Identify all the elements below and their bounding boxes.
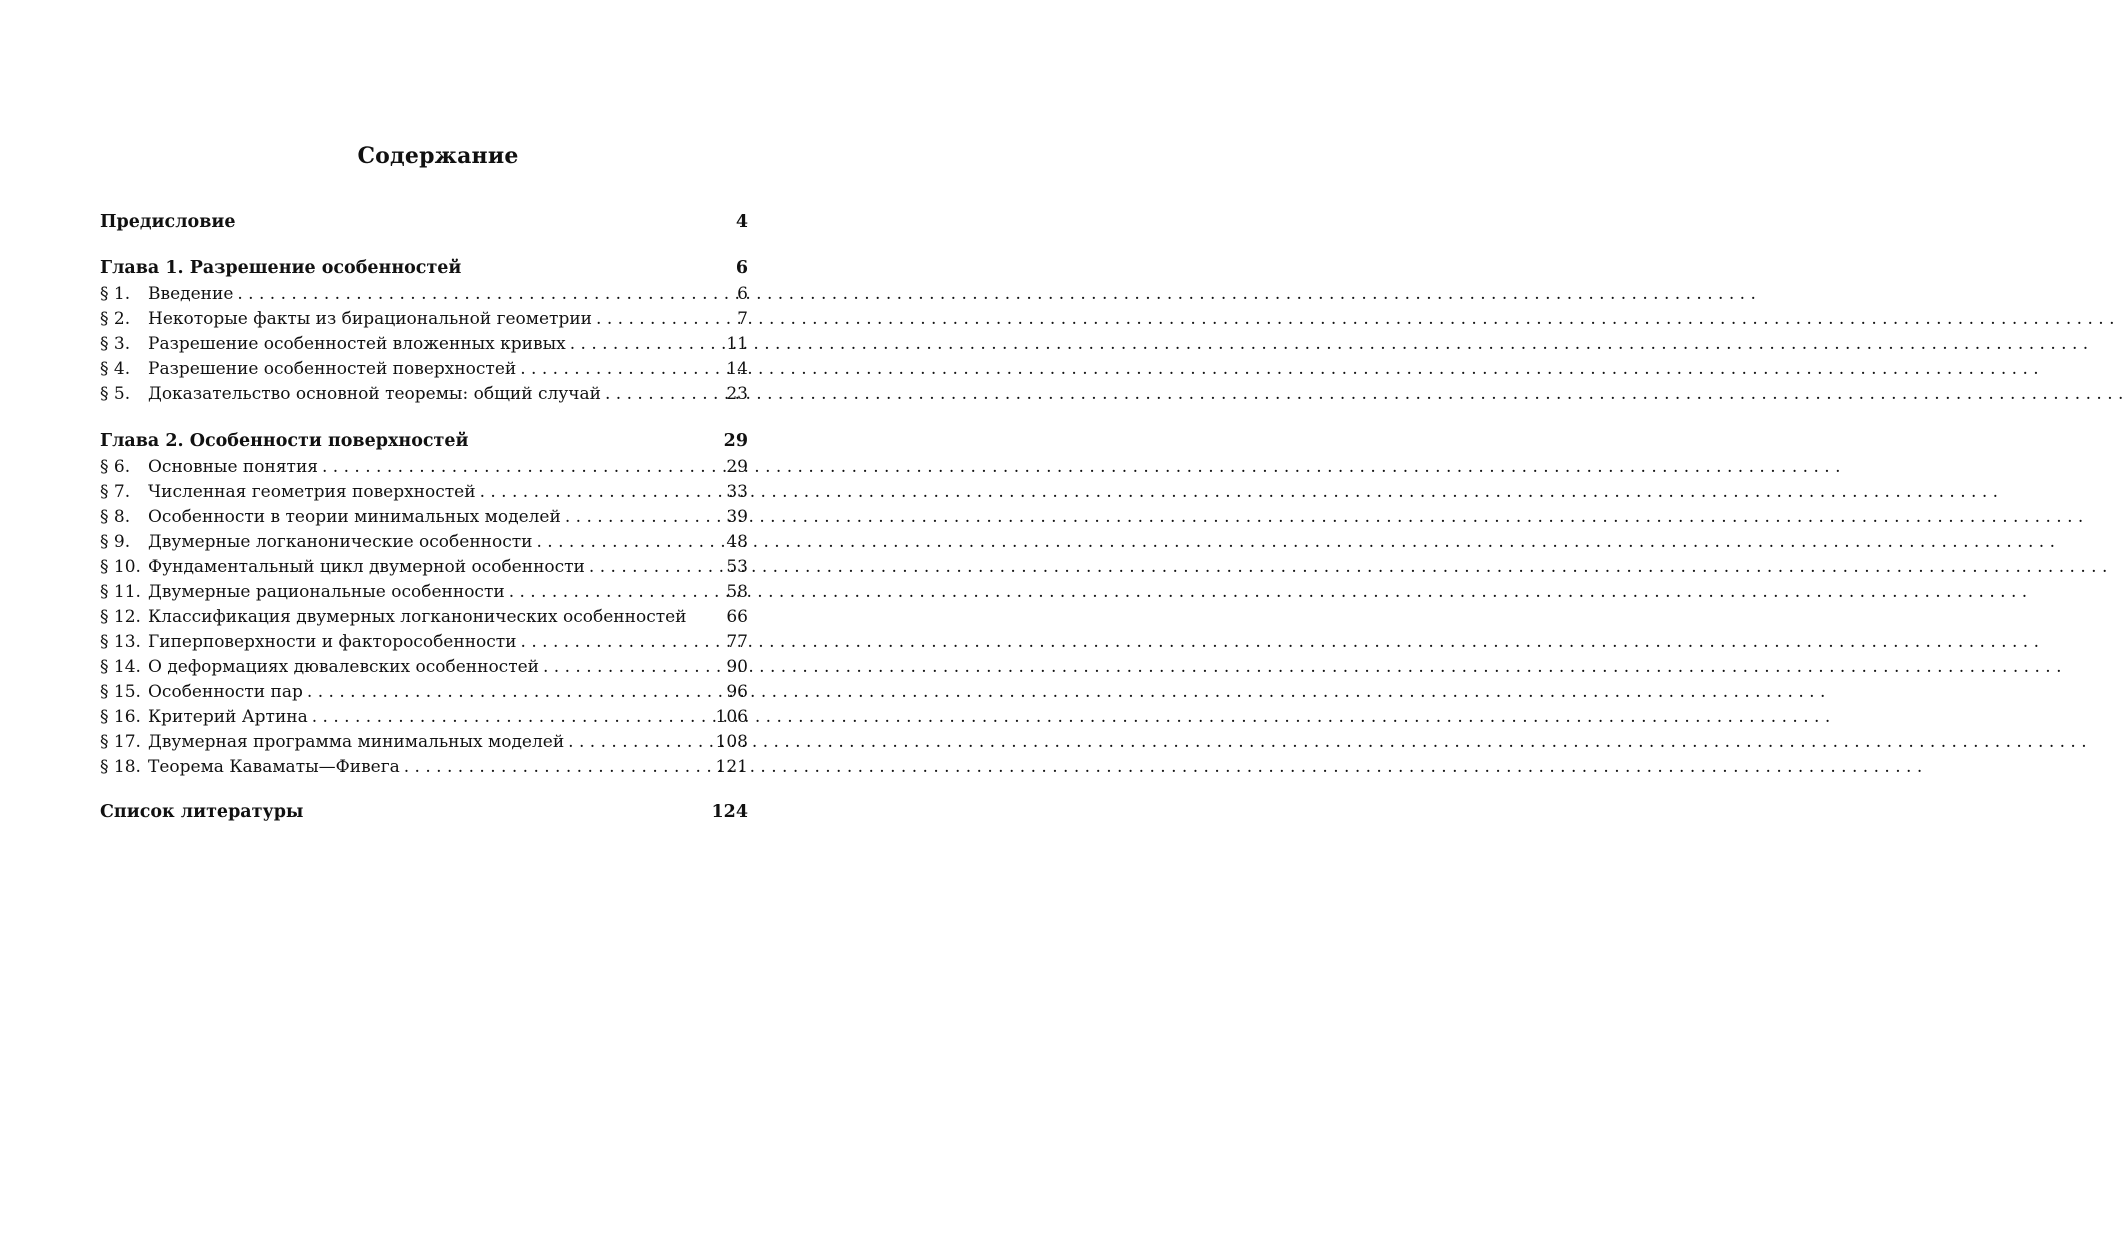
toc-section-page: 6 — [737, 284, 748, 304]
toc-section-title: Гиперповерхности и факторособенности — [148, 632, 517, 652]
toc-preface[interactable] — [100, 208, 748, 236]
toc-section-number: § 4. — [100, 359, 131, 379]
toc-section-2[interactable] — [100, 307, 748, 332]
toc-section-page: 48 — [726, 532, 748, 552]
toc-section-15[interactable] — [100, 680, 748, 705]
toc-section-page: 39 — [726, 507, 748, 527]
toc-leader-dots — [566, 332, 710, 357]
toc-section-title: Введение — [148, 284, 234, 304]
toc-leader-dots — [564, 730, 710, 755]
toc-section-page: 121 — [715, 757, 748, 777]
toc-section-4[interactable] — [100, 357, 748, 382]
toc-section-number: § 12. — [100, 607, 141, 627]
toc-section-page: 33 — [726, 482, 748, 502]
toc-section-page: 77 — [726, 632, 748, 652]
toc-section-number: § 11. — [100, 582, 141, 602]
toc-section-page: 53 — [726, 557, 748, 577]
toc-bibliography[interactable] — [100, 798, 748, 826]
toc-section-number: § 7. — [100, 482, 131, 502]
toc-section-number: § 9. — [100, 532, 131, 552]
toc-section-16[interactable] — [100, 705, 748, 730]
toc-section-13[interactable] — [100, 630, 748, 655]
toc-section-title: Особенности пар — [148, 682, 303, 702]
page-title: Содержание — [357, 143, 519, 169]
toc-section-page: 90 — [726, 657, 748, 677]
toc-section-number: § 6. — [100, 457, 131, 477]
toc-bibliography-page: 124 — [711, 802, 748, 822]
toc-leader-dots — [505, 580, 710, 605]
toc-section-title: Фундаментальный цикл двумерной особенности — [148, 557, 585, 577]
toc-section-1[interactable] — [100, 282, 748, 307]
toc-section-title: Доказательство основной теоремы: общий случай — [148, 384, 601, 404]
toc-chapter-1[interactable] — [100, 254, 748, 282]
toc-section-18[interactable] — [100, 755, 748, 780]
toc-leader-dots — [303, 680, 710, 705]
toc-leader-dots — [233, 282, 710, 307]
toc-leader-dots — [400, 755, 710, 780]
toc-section-number: § 5. — [100, 384, 131, 404]
toc-section-title: Разрешение особенностей вложенных кривых — [148, 334, 566, 354]
toc-section-12[interactable] — [100, 605, 748, 630]
toc-section-number: § 10. — [100, 557, 141, 577]
toc-leader-dots — [539, 655, 710, 680]
toc-section-page: 58 — [726, 582, 748, 602]
toc-leader-dots — [318, 455, 710, 480]
toc-preface-page: 4 — [735, 212, 748, 232]
toc-leader-dots — [516, 357, 710, 382]
toc-leader-dots — [561, 505, 710, 530]
toc-section-title: Разрешение особенностей поверхностей — [148, 359, 517, 379]
toc-section-title: Двумерные логканонические особенности — [148, 532, 533, 552]
toc-bibliography-label: Список литературы — [100, 802, 304, 822]
toc-section-number: § 18. — [100, 757, 141, 777]
toc-section-page: 66 — [726, 607, 748, 627]
toc-section-6[interactable] — [100, 455, 748, 480]
toc-chapter-page: 29 — [723, 431, 748, 451]
toc-section-title: Особенности в теории минимальных моделей — [148, 507, 561, 527]
toc-section-number: § 3. — [100, 334, 131, 354]
toc-section-title: Двумерная программа минимальных моделей — [148, 732, 565, 752]
toc-section-title: Двумерные рациональные особенности — [148, 582, 505, 602]
toc-section-title: Основные понятия — [148, 457, 318, 477]
toc-leader-dots — [308, 705, 710, 730]
toc-section-number: § 1. — [100, 284, 131, 304]
toc-chapter-label: Глава 1. Разрешение особенностей — [100, 258, 462, 278]
toc-section-11[interactable] — [100, 580, 748, 605]
toc-section-number: § 15. — [100, 682, 141, 702]
document-page — [0, 0, 876, 1240]
toc-chapter-2[interactable] — [100, 427, 748, 455]
toc-leader-dots — [517, 630, 710, 655]
toc-section-page: 7 — [737, 309, 748, 329]
toc-leader-dots — [476, 480, 710, 505]
toc-preface-label: Предисловие — [100, 212, 236, 232]
toc-section-number: § 2. — [100, 309, 131, 329]
toc-section-title: Теорема Кавамaты—Фивега — [148, 757, 400, 777]
toc-section-title: Критерий Артина — [148, 707, 308, 727]
toc-section-title: Некоторые факты из бирациональной геометрии — [148, 309, 593, 329]
toc-section-title: Классификация двумерных логканонических особенностей — [148, 607, 687, 627]
toc-section-10[interactable] — [100, 555, 748, 580]
toc-chapter-page: 6 — [735, 258, 748, 278]
toc-section-8[interactable] — [100, 505, 748, 530]
toc-section-number: § 8. — [100, 507, 131, 527]
toc-leader-dots — [533, 530, 711, 555]
table-of-contents — [100, 208, 748, 826]
toc-section-title: О деформациях дювалевских особенностей — [148, 657, 539, 677]
toc-section-9[interactable] — [100, 530, 748, 555]
toc-section-page: 29 — [726, 457, 748, 477]
toc-section-3[interactable] — [100, 332, 748, 357]
toc-section-number: § 16. — [100, 707, 141, 727]
toc-section-page: 106 — [715, 707, 748, 727]
toc-leader-dots — [601, 382, 710, 407]
toc-section-page: 23 — [726, 384, 748, 404]
toc-section-number: § 17. — [100, 732, 141, 752]
toc-section-5[interactable] — [100, 382, 748, 407]
toc-section-14[interactable] — [100, 655, 748, 680]
toc-section-page: 108 — [715, 732, 748, 752]
toc-section-page: 14 — [726, 359, 748, 379]
toc-leader-dots — [592, 307, 710, 332]
toc-section-page: 96 — [726, 682, 748, 702]
toc-section-7[interactable] — [100, 480, 748, 505]
toc-section-page: 11 — [726, 334, 748, 354]
toc-section-number: § 13. — [100, 632, 141, 652]
toc-section-17[interactable] — [100, 730, 748, 755]
toc-section-title: Численная геометрия поверхностей — [148, 482, 476, 502]
toc-section-number: § 14. — [100, 657, 141, 677]
toc-leader-dots — [585, 555, 710, 580]
toc-chapter-label: Глава 2. Особенности поверхностей — [100, 431, 469, 451]
